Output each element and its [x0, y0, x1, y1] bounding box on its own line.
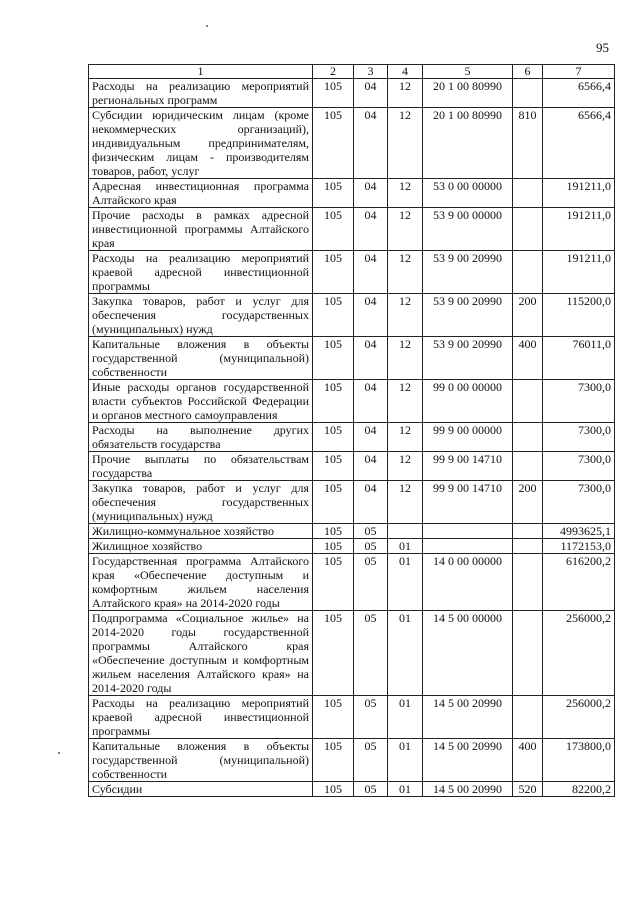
ministry-code: 105: [313, 696, 354, 739]
expense-type-code: [513, 696, 543, 739]
target-item-code: 99 9 00 14710: [423, 452, 513, 481]
table-row: [89, 294, 615, 337]
amount-value: 6566,4: [543, 108, 615, 179]
ministry-code: 105: [313, 539, 354, 554]
subsection-code: 12: [388, 251, 423, 294]
table-row: [89, 739, 615, 782]
table-row: [89, 539, 615, 554]
amount-value: 256000,2: [543, 611, 615, 696]
amount-value: 191211,0: [543, 208, 615, 251]
ministry-code: 105: [313, 423, 354, 452]
ministry-code: 105: [313, 380, 354, 423]
page-number: 95: [596, 40, 609, 55]
table-row: [89, 782, 615, 797]
expense-type-code: [513, 423, 543, 452]
section-code: 05: [354, 611, 388, 696]
line-item-name: Закупка товаров, работ и услуг для обеспечения государственных (муниципальных) нужд: [89, 294, 313, 337]
line-item-name: Прочие выплаты по обязательствам государства: [89, 452, 313, 481]
table-row: [89, 79, 615, 108]
expense-type-code: 400: [513, 739, 543, 782]
subsection-code: 01: [388, 782, 423, 797]
subsection-code: 12: [388, 337, 423, 380]
budget-table: [88, 64, 615, 797]
ministry-code: 105: [313, 524, 354, 539]
section-code: 04: [354, 294, 388, 337]
ministry-code: 105: [313, 739, 354, 782]
amount-value: 76011,0: [543, 337, 615, 380]
expense-type-code: [513, 524, 543, 539]
line-item-name: Расходы на реализацию мероприятий краевой адресной инвестиционной программы: [89, 696, 313, 739]
amount-value: 173800,0: [543, 739, 615, 782]
expense-type-code: [513, 251, 543, 294]
target-item-code: 20 1 00 80990: [423, 79, 513, 108]
ministry-code: 105: [313, 251, 354, 294]
target-item-code: 53 9 00 20990: [423, 294, 513, 337]
table-row: [89, 611, 615, 696]
section-code: 04: [354, 108, 388, 179]
table-row: [89, 380, 615, 423]
subsection-code: 01: [388, 539, 423, 554]
target-item-code: 53 9 00 00000: [423, 208, 513, 251]
line-item-name: Расходы на реализацию мероприятий краевой адресной инвестиционной программы: [89, 251, 313, 294]
column-header: 5: [423, 65, 513, 79]
table-row: [89, 108, 615, 179]
target-item-code: 14 5 00 20990: [423, 739, 513, 782]
table-header-row: [89, 65, 615, 79]
column-header: 3: [354, 65, 388, 79]
section-code: 04: [354, 251, 388, 294]
column-header: 7: [543, 65, 615, 79]
ministry-code: 105: [313, 782, 354, 797]
subsection-code: 12: [388, 423, 423, 452]
expense-type-code: 520: [513, 782, 543, 797]
subsection-code: 01: [388, 554, 423, 611]
line-item-name: Адресная инвестиционная программа Алтайского края: [89, 179, 313, 208]
target-item-code: 53 0 00 00000: [423, 179, 513, 208]
target-item-code: [423, 539, 513, 554]
section-code: 05: [354, 539, 388, 554]
section-code: 04: [354, 423, 388, 452]
subsection-code: 01: [388, 696, 423, 739]
target-item-code: 53 9 00 20990: [423, 251, 513, 294]
amount-value: 1172153,0: [543, 539, 615, 554]
section-code: 05: [354, 739, 388, 782]
expense-type-code: [513, 611, 543, 696]
table-row: [89, 337, 615, 380]
table-row: [89, 251, 615, 294]
line-item-name: Капитальные вложения в объекты государственной (муниципальной) собственности: [89, 337, 313, 380]
subsection-code: 12: [388, 380, 423, 423]
expense-type-code: 200: [513, 481, 543, 524]
table-row: [89, 524, 615, 539]
amount-value: 7300,0: [543, 423, 615, 452]
expense-type-code: [513, 452, 543, 481]
line-item-name: Расходы на реализацию мероприятий региональных программ: [89, 79, 313, 108]
expense-type-code: [513, 179, 543, 208]
column-header: 1: [89, 65, 313, 79]
expense-type-code: [513, 208, 543, 251]
subsection-code: 12: [388, 108, 423, 179]
expense-type-code: [513, 554, 543, 611]
amount-value: 7300,0: [543, 380, 615, 423]
ministry-code: 105: [313, 79, 354, 108]
target-item-code: 14 5 00 20990: [423, 696, 513, 739]
line-item-name: Иные расходы органов государственной власти субъектов Российской Федерации и органов местного самоуправления: [89, 380, 313, 423]
ministry-code: 105: [313, 208, 354, 251]
subsection-code: 12: [388, 208, 423, 251]
amount-value: 7300,0: [543, 452, 615, 481]
section-code: 04: [354, 452, 388, 481]
table-row: [89, 481, 615, 524]
expense-type-code: [513, 539, 543, 554]
target-item-code: 53 9 00 20990: [423, 337, 513, 380]
amount-value: 191211,0: [543, 179, 615, 208]
target-item-code: 14 0 00 00000: [423, 554, 513, 611]
subsection-code: 12: [388, 294, 423, 337]
target-item-code: 20 1 00 80990: [423, 108, 513, 179]
subsection-code: 01: [388, 739, 423, 782]
ministry-code: 105: [313, 179, 354, 208]
table-row: [89, 179, 615, 208]
amount-value: 4993625,1: [543, 524, 615, 539]
expense-type-code: 400: [513, 337, 543, 380]
expense-type-code: [513, 79, 543, 108]
amount-value: 115200,0: [543, 294, 615, 337]
section-code: 04: [354, 380, 388, 423]
amount-value: 6566,4: [543, 79, 615, 108]
amount-value: 256000,2: [543, 696, 615, 739]
amount-value: 191211,0: [543, 251, 615, 294]
line-item-name: Жилищное хозяйство: [89, 539, 313, 554]
subsection-code: 12: [388, 179, 423, 208]
subsection-code: 12: [388, 481, 423, 524]
section-code: 05: [354, 782, 388, 797]
ministry-code: 105: [313, 108, 354, 179]
target-item-code: 99 9 00 00000: [423, 423, 513, 452]
expense-type-code: 810: [513, 108, 543, 179]
ministry-code: 105: [313, 337, 354, 380]
line-item-name: Капитальные вложения в объекты государственной (муниципальной) собственности: [89, 739, 313, 782]
ministry-code: 105: [313, 554, 354, 611]
line-item-name: Субсидии: [89, 782, 313, 797]
section-code: 05: [354, 524, 388, 539]
section-code: 05: [354, 696, 388, 739]
section-code: 04: [354, 79, 388, 108]
section-code: 04: [354, 208, 388, 251]
line-item-name: Жилищно-коммунальное хозяйство: [89, 524, 313, 539]
line-item-name: Государственная программа Алтайского края «Обеспечение доступным и комфортным жильем населения Алтайского края» на 2014-2020 годы: [89, 554, 313, 611]
ministry-code: 105: [313, 611, 354, 696]
target-item-code: 99 0 00 00000: [423, 380, 513, 423]
table-row: [89, 696, 615, 739]
column-header: 4: [388, 65, 423, 79]
section-code: 04: [354, 179, 388, 208]
section-code: 04: [354, 337, 388, 380]
expense-type-code: 200: [513, 294, 543, 337]
table-row: [89, 423, 615, 452]
target-item-code: 14 5 00 00000: [423, 611, 513, 696]
expense-type-code: [513, 380, 543, 423]
section-code: 04: [354, 481, 388, 524]
table-row: [89, 452, 615, 481]
line-item-name: Субсидии юридическим лицам (кроме некоммерческих организаций), индивидуальным предпринимателям, физическим лицам - производителям товаров, работ, услуг: [89, 108, 313, 179]
target-item-code: 14 5 00 20990: [423, 782, 513, 797]
table-row: [89, 554, 615, 611]
column-header: 6: [513, 65, 543, 79]
subsection-code: 01: [388, 611, 423, 696]
column-header: 2: [313, 65, 354, 79]
line-item-name: Закупка товаров, работ и услуг для обеспечения государственных (муниципальных) нужд: [89, 481, 313, 524]
table-body: [89, 79, 615, 797]
section-code: 05: [354, 554, 388, 611]
amount-value: 616200,2: [543, 554, 615, 611]
subsection-code: 12: [388, 452, 423, 481]
target-item-code: 99 9 00 14710: [423, 481, 513, 524]
target-item-code: [423, 524, 513, 539]
line-item-name: Расходы на выполнение других обязательств государства: [89, 423, 313, 452]
amount-value: 7300,0: [543, 481, 615, 524]
line-item-name: Прочие расходы в рамках адресной инвестиционной программы Алтайского края: [89, 208, 313, 251]
subsection-code: 12: [388, 79, 423, 108]
ministry-code: 105: [313, 294, 354, 337]
scan-speck: [58, 752, 60, 754]
ministry-code: 105: [313, 481, 354, 524]
line-item-name: Подпрограмма «Социальное жилье» на 2014-2020 годы государственной программы Алтайского края «Обеспечение доступным и комфортным жильем населения Алтайского края» на 2014-2020 годы: [89, 611, 313, 696]
table-row: [89, 208, 615, 251]
amount-value: 82200,2: [543, 782, 615, 797]
scan-speck: [206, 25, 208, 27]
ministry-code: 105: [313, 452, 354, 481]
subsection-code: [388, 524, 423, 539]
